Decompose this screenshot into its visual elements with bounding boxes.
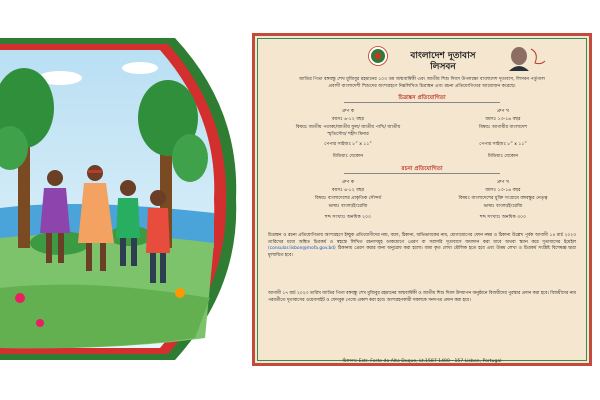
children-painting (0, 38, 240, 360)
consular-email-link[interactable]: (consular.lisbon@mofa.gov.bd) (268, 246, 336, 252)
drawing-group-a-medium: মিডিয়াঃ যেকোন (332, 154, 364, 159)
essay-group-a-language: ভাষাঃ বাংলা/ইংরেজি (328, 204, 368, 209)
embassy-title: বাংলাদেশ দূতাবাস (410, 51, 476, 61)
essay-group-b-age: বয়সঃ ১৩-১৬ বছর (485, 188, 521, 193)
drawing-group-a-paper: পেপার সাইজঃ ৮” x ১১” (324, 142, 372, 147)
intro-line-2: প্রবাসী বাংলাদেশী শিশুদের অংশগ্রহণে নিম্নলিখিত চিত্রাঙ্কন এবং রচনা প্রতিযোগিতার আয়োজন করেছে। (328, 84, 516, 89)
embassy-city: লিসবন (430, 62, 456, 72)
drawing-section-title: চিত্রাঙ্কন প্রতিযোগিতা (398, 95, 446, 101)
embassy-address: ঠিকানাঃ Estr. Forte do Alto Duque, Lt.1587 1400 - 157 Lisbon, Portugal (342, 359, 502, 364)
essay-group-a-words: শব্দ সংখ্যাঃ অনধিক ২০০ (324, 215, 372, 220)
drawing-group-a-topic-1: বিষয়ঃ জাতীয় পতাকা/জাতীয় ফুল/ জাতীয় পাখি/ জাতীয় (295, 125, 401, 130)
government-seal-icon (368, 46, 388, 66)
essay-section-title: রচনা প্রতিযোগিতা (401, 166, 443, 172)
drawing-group-a-label: গ্রুপ ক (341, 109, 355, 114)
essay-group-b-label: গ্রুপ খ (497, 180, 509, 185)
drawing-group-b-paper: পেপার সাইজঃ ৮” x ১১” (479, 142, 527, 147)
submission-instructions (268, 233, 576, 259)
drawing-divider (344, 102, 500, 103)
essay-divider (344, 173, 500, 174)
drawing-group-a-topic-2: স্মৃতিসৌধ/ শহীদ মিনার (327, 132, 369, 137)
drawing-group-a-age: বয়সঃ ৬-১২ বছর (331, 117, 365, 122)
drawing-group-b-medium: মিডিয়াঃ যেকোন (487, 154, 519, 159)
essay-group-b-topic: বিষয়ঃ বাংলাদেশের মুক্তি সংগ্রামে বঙ্গবন্ধুর নেতৃত্ব (458, 196, 548, 201)
notice-header (258, 43, 586, 71)
notice-poster (252, 33, 592, 366)
essay-group-a-age: বয়সঃ ৬-১২ বছর (331, 188, 365, 193)
award-announcement: আগামী ১৭ মার্চ ২০২৩ তারিখ জাতির পিতা বঙ্গবন্ধু শেখ মুজিবুর রহমানের জন্মবার্ষিকী ও জাতীয় শিশু দিবস উদযাপন অনুষ্ঠানে বিজয়ীদের পুরস্কার প্রদান করা হবে। বিজয়ীদের নাম পরবর্তীতে দূতাবাসের ওয়েবসাইট ও ফেসবুক পেজে প্রকাশ করা হবে। অংশগ্রহণকারী সকলকে সনদপত্র প্রদান করা হবে। (268, 291, 576, 303)
drawing-group-b-age: বয়সঃ ১৩-১৬ বছর (485, 117, 521, 122)
intro-line-1: জাতির পিতা বঙ্গবন্ধু শেখ মুজিবুর রহমানের ১০৩ তম জন্মবার্ষিকী এবং জাতীয় শিশু দিবস উপলক্ষ্যে বাংলাদেশ দূতাবাস, লিসবন পর্তুগাল (299, 77, 545, 82)
essay-group-b-words: শব্দ সংখ্যাঃ অনধিক ৩০০ (479, 215, 527, 220)
drawing-group-b-label: গ্রুপ খ (497, 109, 509, 114)
essay-group-b-language: ভাষাঃ বাংলা/ইংরেজি (483, 204, 523, 209)
notice-inner-frame (257, 38, 587, 364)
essay-group-a-label: গ্রুপ ক (341, 180, 355, 185)
submission-text: চিত্রাঙ্কন ও রচনা প্রতিযোগিতায় অংশগ্রহণে ইচ্ছুক প্রতিযোগীদের নাম, বয়স, ঠিকানা, অভিভাবকের নাম, যোগাযোগের ফোন নম্বর ও ঠিকানা উল্লেখ পূর্বক আগামী ১৪ মার্চ ২০২৩ তারিখের মধ্যে অঙ্কিত চিত্রকর্ম ও স্বহস্তে লিখিত রচনাসমূহ ডাকযোগে প্রেরণ বা সরাসরি দূতাবাসে জমাদান করা যাবে অথবা স্ক্যান করে দূতাবাসের ইমেইল (268, 233, 576, 245)
essay-group-a-topic: বিষয়ঃ বাংলাদেশের প্রাকৃতিক সৌন্দর্য (314, 196, 382, 201)
bangabandhu-portrait (501, 43, 547, 71)
submission-text-continued: ঠিকানায় প্রেরণ করার জন্য অনুরোধ করা হলো। জমা কৃত লেখা মৌলিক হতে হবে এবং উত্তম লেখা ও চিত্রকর্ম সংশ্লিষ্ট বিশেষজ্ঞ দ্বারা মূল্যায়িত হবে। (268, 246, 576, 258)
drawing-group-b-topic: বিষয়ঃ আগামীর বাংলাদেশ (478, 125, 528, 130)
